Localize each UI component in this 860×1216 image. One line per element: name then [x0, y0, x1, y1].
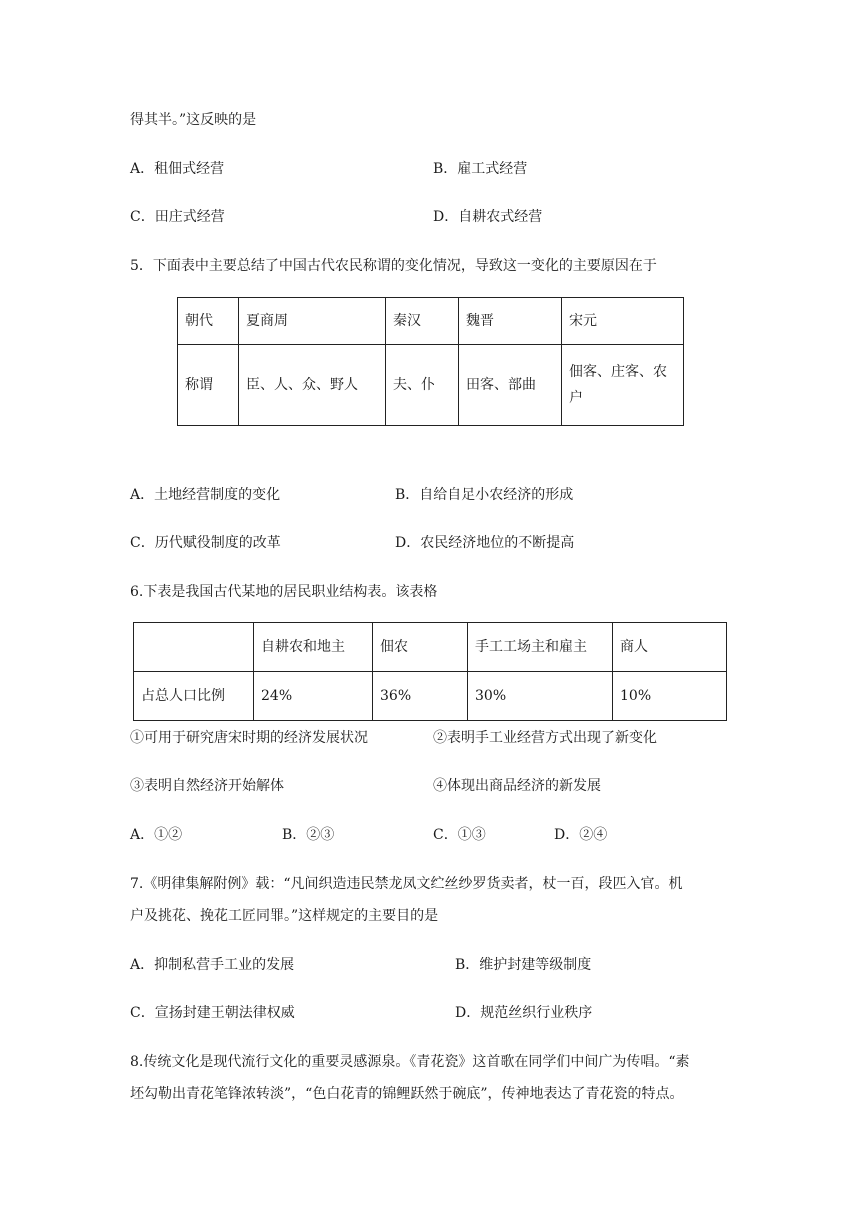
q5-table — [177, 297, 684, 426]
table-cell: 30% — [468, 672, 613, 721]
cell-line: 户 — [569, 390, 583, 406]
cell-line: 佃客、庄客、农 — [569, 364, 667, 380]
q4-option-d: D．自耕农式经营 — [433, 209, 543, 225]
q5-option-b: B．自给自足小农经济的形成 — [395, 487, 574, 503]
q7-stem-line-2: 户及挑花、挽花工匠同罪。”这样规定的主要目的是 — [130, 908, 439, 924]
table-cell: 占总人口比例 — [134, 672, 254, 721]
q4-option-c: C．田庄式经营 — [130, 209, 225, 225]
q6-stem: 6.下表是我国古代某地的居民职业结构表。该表格 — [130, 584, 438, 600]
q8-stem-line-2: 坯勾勒出青花笔锋浓转淡”，“色白花青的锦鲤跃然于碗底”，传神地表达了青花瓷的特点。 — [130, 1086, 684, 1102]
table-cell: 24% — [254, 672, 373, 721]
table-cell: 魏晋 — [459, 298, 562, 345]
q8-stem-line-1: 8.传统文化是现代流行文化的重要灵感源泉。《青花瓷》这首歌在同学们中间广为传唱。“素 — [130, 1054, 690, 1070]
q6-option-b: B．②③ — [282, 827, 335, 843]
q5-option-d: D．农民经济地位的不断提高 — [395, 535, 575, 551]
table-cell — [562, 345, 684, 426]
table-cell: 夏商周 — [239, 298, 386, 345]
table-cell: 称谓 — [178, 345, 239, 426]
table-row — [178, 298, 684, 345]
q5-option-c: C．历代赋役制度的改革 — [130, 535, 281, 551]
table-cell: 田客、部曲 — [459, 345, 562, 426]
q7-option-c: C．宣扬封建王朝法律权威 — [130, 1005, 295, 1021]
q6-option-c: C．①③ — [433, 827, 486, 843]
q7-option-d: D．规范丝织行业秩序 — [455, 1005, 593, 1021]
q6-statement-2: ②表明手工业经营方式出现了新变化 — [433, 730, 657, 746]
q6-option-a: A．①② — [130, 827, 183, 843]
table-cell: 手工工场主和雇主 — [468, 623, 613, 672]
q5-option-a: A．土地经营制度的变化 — [130, 487, 281, 503]
q4-option-b: B．雇工式经营 — [433, 161, 528, 177]
q4-option-a: A．租佃式经营 — [130, 161, 225, 177]
table-cell: 宋元 — [562, 298, 684, 345]
table-cell: 自耕农和地主 — [254, 623, 373, 672]
table-cell: 夫、仆 — [386, 345, 459, 426]
table-cell: 36% — [373, 672, 468, 721]
table-row — [134, 672, 727, 721]
table-cell: 商人 — [613, 623, 727, 672]
table-row — [134, 623, 727, 672]
q7-stem-line-1: 7.《明律集解附例》载：“凡间织造违民禁龙凤文纻丝纱罗货卖者，杖一百，段匹入官。机 — [130, 876, 683, 892]
table-cell: 佃农 — [373, 623, 468, 672]
q4-stem-tail: 得其半。”这反映的是 — [130, 112, 257, 128]
q6-option-d: D．②④ — [554, 827, 608, 843]
table-cell: 10% — [613, 672, 727, 721]
table-cell: 臣、人、众、野人 — [239, 345, 386, 426]
q5-stem: 5．下面表中主要总结了中国古代农民称谓的变化情况，导致这一变化的主要原因在于 — [130, 258, 657, 274]
table-cell: 朝代 — [178, 298, 239, 345]
q7-option-b: B．维护封建等级制度 — [455, 957, 592, 973]
q6-statement-1: ①可用于研究唐宋时期的经济发展状况 — [130, 730, 368, 746]
q6-table — [133, 622, 727, 721]
table-cell — [134, 623, 254, 672]
q6-statement-3: ③表明自然经济开始解体 — [130, 778, 284, 794]
table-row — [178, 345, 684, 426]
table-cell: 秦汉 — [386, 298, 459, 345]
q6-statement-4: ④体现出商品经济的新发展 — [433, 778, 601, 794]
q7-option-a: A．抑制私营手工业的发展 — [130, 957, 295, 973]
